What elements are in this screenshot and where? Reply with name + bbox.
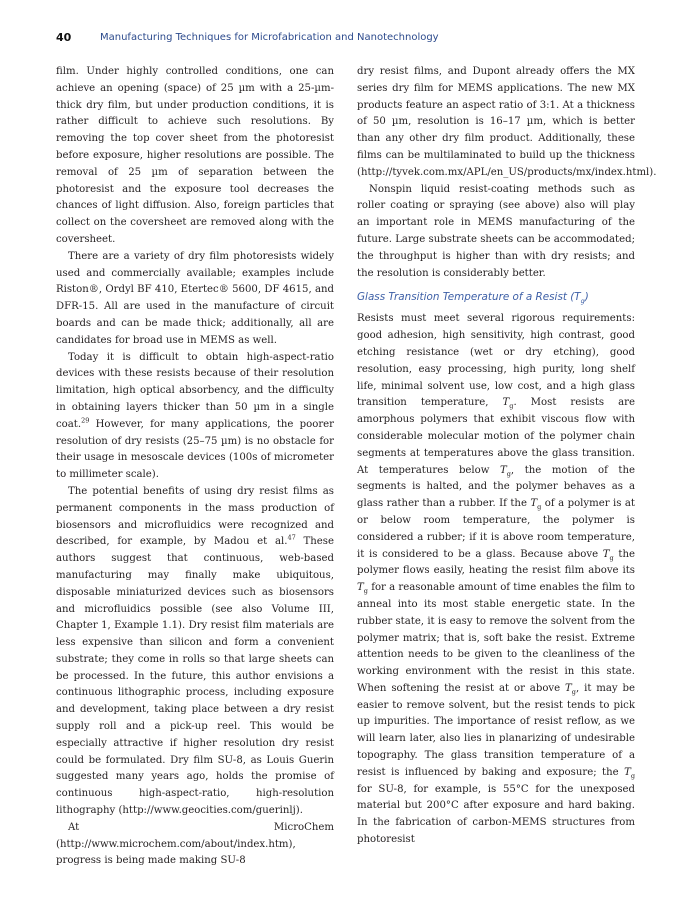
heading-text: Glass Transition Temperature of a Resist ( xyxy=(357,291,575,304)
citation-ref: 47 xyxy=(287,533,296,542)
text-run: However, for many applications, the poorer resolution of dry resists (25–75 µm) is no obstacle for their usage in mesoscale devices (100s of micrometer to millimeter scale). xyxy=(56,418,334,481)
section-heading xyxy=(357,289,635,305)
tg-variable: T xyxy=(624,766,631,778)
tg-variable: T xyxy=(502,397,510,409)
tg-variable: T xyxy=(499,464,507,476)
tg-subscript: g xyxy=(363,587,368,596)
paragraph xyxy=(357,311,635,849)
citation-ref: 29 xyxy=(81,416,90,425)
tg-variable: T xyxy=(530,498,538,510)
tg-variable: T xyxy=(602,548,610,560)
text-run: the polymer flows easily, heating the resist film above its xyxy=(357,548,635,577)
paragraph xyxy=(56,484,334,820)
tg-subscript: g xyxy=(630,771,635,780)
heading-variable: T xyxy=(574,291,581,304)
tg-variable: T xyxy=(357,582,364,594)
text-run: , it may be easier to remove solvent, but the resist tends to pick up impurities. The importance of resist reflow, as we will learn later, also lies in planarizing of undesirable topography. The glass transition temperature of a resist is influenced by baking and exposure; the xyxy=(357,682,636,778)
tg-subscript: g xyxy=(509,402,514,411)
text-run: . Most resists are amorphous polymers that exhibit viscous flow with considerable molecular motion of the polymer chain segments at temperatures above the glass transition. At temperatures below xyxy=(357,397,635,476)
paragraph: Nonspin liquid resist-coating methods such as roller coating or spraying (see above) also will play an important role in MEMS manufacturing of the future. Large substrate sheets can be accommodated; the throughput is higher than with dry resists; and the resolution is considerably better. xyxy=(357,183,635,279)
paragraph: There are a variety of dry film photoresists widely used and commercially available; examples include Riston®, Ordyl BF 410, Etertec® 5600, DF 4615, and DFR-15. All are used in the manufacture of circuit boards and can be made thick; additionally, all are candidates for broad use in MEMS as well. xyxy=(56,250,334,346)
heading-text-end: ) xyxy=(584,291,589,304)
text-run: , the motion of the segments is halted, and the polymer behaves as a glass rather than a rubber. If the xyxy=(357,464,635,510)
right-column xyxy=(357,64,657,849)
paragraph: film. Under highly controlled conditions, one can achieve an opening (space) of 25 µm with a 25-µm-thick dry film, but under production conditions, it is rather difficult to achieve such resolutions. By removing the top cover sheet from the photoresist before exposure, higher resolutions are possible. The removal of 25 µm of separation between the photoresist and the exposure tool decreases the chances of light diffusion. Also, foreign particles that collect on the coversheet are removed along with the coversheet. xyxy=(56,66,334,245)
paragraph: At MicroChem (http://www.microchem.com/about/index.htm), progress is being made making SU-8 xyxy=(56,821,334,867)
tg-subscript: g xyxy=(506,469,511,478)
text-run: Resists must meet several rigorous requirements: good adhesion, high sensitivity, high contrast, good etching resistance (wet or dry etching), good resolution, easy processing, high purity, long shelf life, minimal solvent use, low cost, and a high glass transition temperature, xyxy=(357,313,635,409)
tg-variable: T xyxy=(565,682,572,694)
text-run: of a polymer is at or below room temperature, the polymer is considered a rubber; if it is above room temperature, it is considered to be a glass. Because above xyxy=(357,498,636,560)
heading-subscript: g xyxy=(580,297,585,306)
text-run: for a reasonable amount of time enables the film to anneal into its most stable energetic state. In the rubber state, it is easy to remove the solvent from the polymer matrix; that is, soft bake the resist. Extreme attention needs to be given to the cleanliness of the working environment with the resist in this state. When softening the resist at or above xyxy=(357,582,635,694)
paragraph xyxy=(56,350,334,484)
text-run: for SU-8, for example, is 55°C for the unexposed material but 200°C after exposure and hard baking. In the fabrication of carbon-MEMS structures from photoresist xyxy=(357,783,635,846)
page-header xyxy=(56,31,646,47)
tg-subscript: g xyxy=(571,687,576,696)
left-column xyxy=(56,64,334,870)
tg-subscript: g xyxy=(609,553,614,562)
page-number: 40 xyxy=(56,31,72,44)
text-run: The potential benefits of using dry resist films as permanent components in the mass production of biosensors and microfluidics were recognized and described, for example, by Madou et al. xyxy=(56,485,334,548)
paragraph: dry resist films, and Dupont already offers the MX series dry film for MEMS applications. The new MX products feature an aspect ratio of 3:1. At a thickness of 50 µm, resolution is 16–17 µm, which is better than any other dry film product. Additionally, these films can be multilaminated to build up the thickness (http://tyvek.com.mx/APL/en_US/products/mx/index.html). xyxy=(357,66,657,178)
running-title: Manufacturing Techniques for Microfabrication and Nanotechnology xyxy=(100,32,439,43)
text-run: These authors suggest that continuous, web-based manufacturing may finally make ubiquitous, disposable miniaturized devices such as biosensors and microfluidics possible (see also Volume III, Chapter 1, Example 1.1). Dry resist film materials are less expensive than silicon and form a convenient substrate; they come in rolls so that large sheets can be processed. In the future, this author envisions a continuous lithographic process, including exposure and development, taking place between a dry resist supply roll and a pick-up reel. This would be especially attractive if higher resolution dry resist could be formulated. Dry film SU-8, as Louis Guerin suggested many years ago, holds the promise of continuous high-aspect-ratio, high-resolution lithography (http://www.geocities.com/guerinlj). xyxy=(56,536,334,817)
tg-subscript: g xyxy=(537,503,542,512)
text-run: Today it is difficult to obtain high-aspect-ratio devices with these resists because of their resolution limitation, high optical absorbency, and the difficulty in obtaining layers thicker than 50 µm in a single coat. xyxy=(56,351,334,430)
